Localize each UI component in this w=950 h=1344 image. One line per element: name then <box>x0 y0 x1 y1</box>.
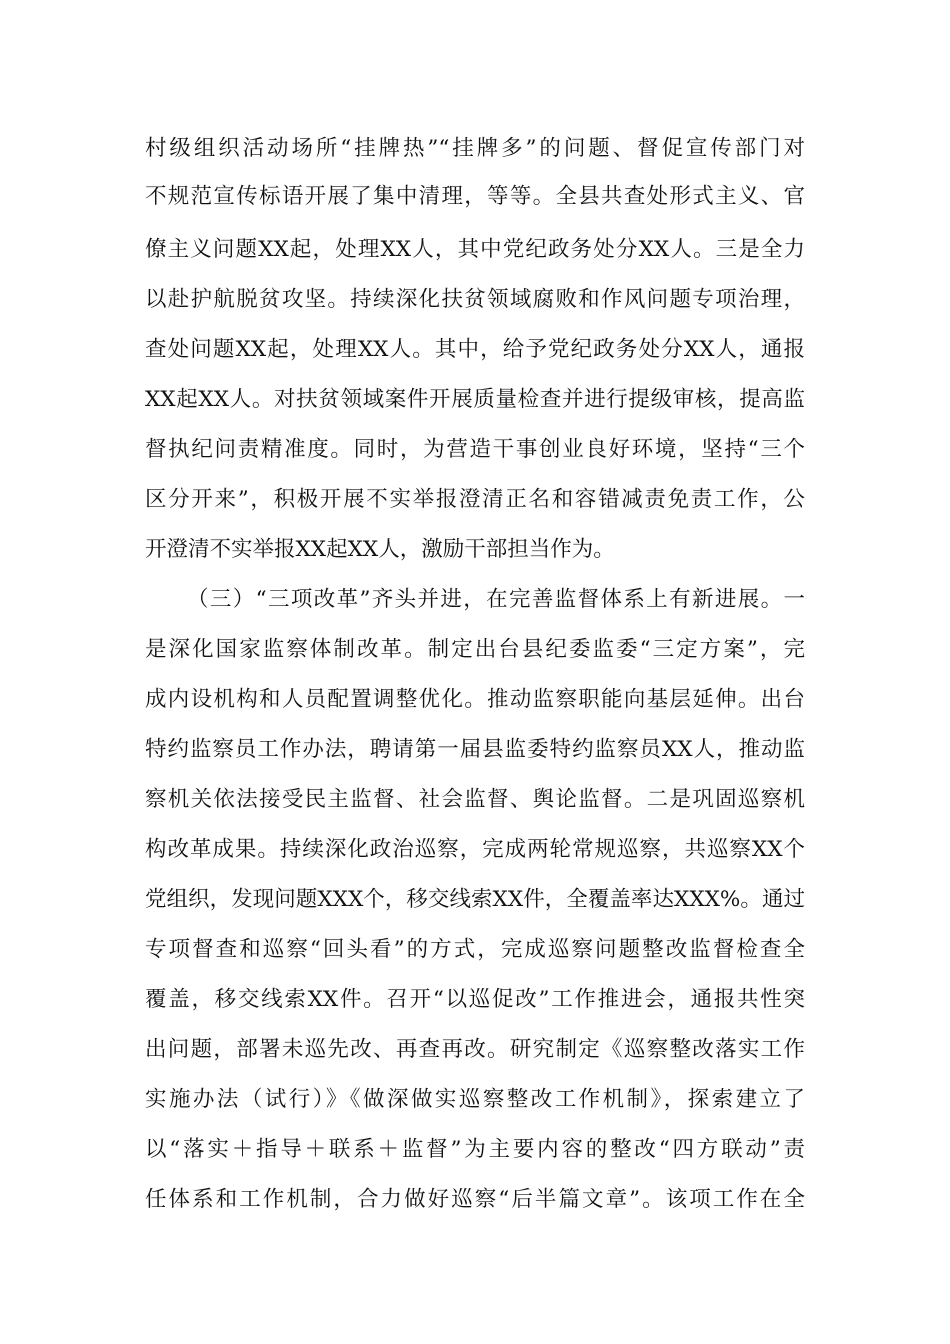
text-line-9: 开澄清不实举报XX起XX人，激励干部担当作为。 <box>145 537 615 562</box>
text-line-15: 构改革成果。持续深化政治巡察，完成两轮常规巡察，共巡察XX个 <box>145 837 805 862</box>
text-line-14: 察机关依法接受民主监督、社会监督、舆论监督。二是巩固巡察机 <box>145 787 805 812</box>
text-line-6: XX起XX人。对扶贫领域案件开展质量检查并进行提级审核，提高监 <box>145 387 805 412</box>
text-line-2: 不规范宣传标语开展了集中清理，等等。全县共查处形式主义、官 <box>145 184 805 209</box>
text-line-16: 党组织，发现问题XXX个，移交线索XX件，全覆盖率达XXX%。通过 <box>145 887 805 912</box>
text-line-11: 是深化国家监察体制改革。制定出台县纪委监委“三定方案”，完 <box>145 637 805 662</box>
text-line-20: 实施办法（试行）》《做深做实巡察整改工作机制》，探索建立了 <box>145 1087 805 1112</box>
text-line-3: 僚主义问题XX起，处理XX人，其中党纪政务处分XX人。三是全力 <box>145 237 805 262</box>
text-line-13: 特约监察员工作办法，聘请第一届县监委特约监察员XX人，推动监 <box>145 737 805 762</box>
text-line-8: 区分开来”，积极开展不实举报澄清正名和容错减责免责工作，公 <box>145 487 805 512</box>
text-line-4: 以赴护航脱贫攻坚。持续深化扶贫领域腐败和作风问题专项治理， <box>145 287 805 312</box>
text-line-17: 专项督查和巡察“回头看”的方式，完成巡察问题整改监督检查全 <box>145 937 805 962</box>
section-heading-3: （三）“三项改革”齐头并进，在完善监督体系上有新进展。一 <box>187 587 805 612</box>
text-line-7: 督执纪问责精准度。同时，为营造干事创业良好环境，坚持“三个 <box>145 437 805 462</box>
text-line-5: 查处问题XX起，处理XX人。其中，给予党纪政务处分XX人，通报 <box>145 337 805 362</box>
text-line-12: 成内设机构和人员配置调整优化。推动监察职能向基层延伸。出台 <box>145 687 805 712</box>
text-line-22: 任体系和工作机制，合力做好巡察“后半篇文章”。该项工作在全 <box>145 1187 805 1212</box>
text-line-18: 覆盖，移交线索XX件。召开“以巡促改”工作推进会，通报共性突 <box>145 987 805 1012</box>
text-line-21: 以“落实＋指导＋联系＋监督”为主要内容的整改“四方联动”责 <box>145 1137 805 1162</box>
text-line-19: 出问题，部署未巡先改、再查再改。研究制定《巡察整改落实工作 <box>145 1037 805 1062</box>
text-line-1: 村级组织活动场所“挂牌热”“挂牌多”的问题、督促宣传部门对 <box>145 136 805 161</box>
